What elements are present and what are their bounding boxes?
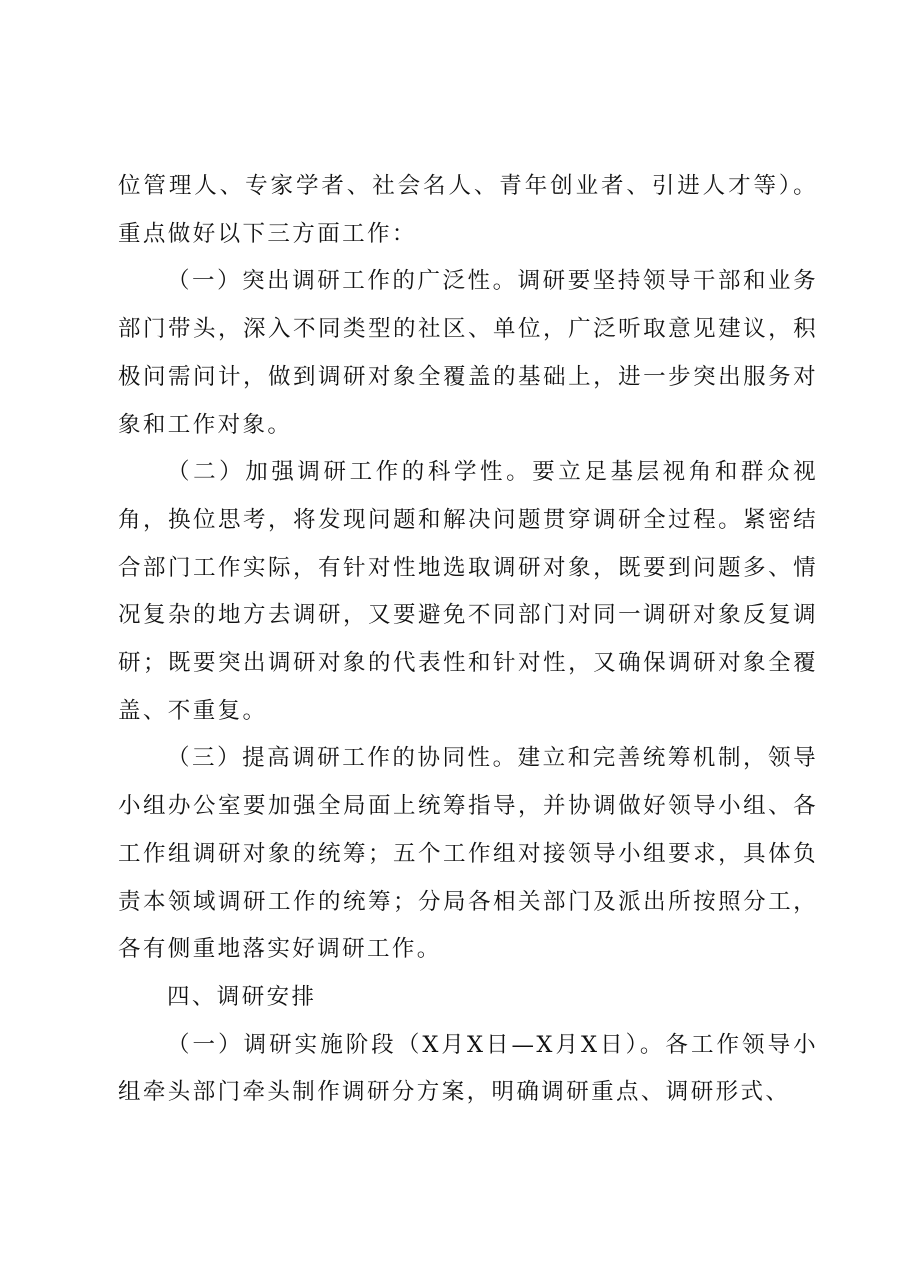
paragraph-coordination: （三）提高调研工作的协同性。建立和完善统筹机制，领导小组办公室要加强全局面上统筹指导，并协调做好领导小组、各工作组调研对象的统筹；五个工作组对接领导小组要求，具体负责本领域调研工作的统筹；分局各相关部门及派出所按照分工，各有侧重地落实好调研工作。: [118, 745, 818, 963]
paragraph-breadth: （一）突出调研工作的广泛性。调研要坚持领导干部和业务部门带头，深入不同类型的社区、单位，广泛听取意见建议，积极问需问计，做到调研对象全覆盖的基础上，进一步突出服务对象和工作对象。: [118, 268, 818, 438]
paragraph-implementation-stage: （一）调研实施阶段（X月X日—X月X日）。各工作领导小组牵头部门牵头制作调研分方案，明确调研重点、调研形式、: [118, 1031, 818, 1106]
section-heading-arrangement: 四、调研安排: [167, 983, 317, 1010]
paragraph-continuation: 位管理人、专家学者、社会名人、青年创业者、引进人才等）。重点做好以下三方面工作：: [118, 173, 818, 247]
document-body: [118, 163, 818, 1117]
paragraph-scientific: （二）加强调研工作的科学性。要立足基层视角和群众视角，换位思考，将发现问题和解决问题贯穿调研全过程。紧密结合部门工作实际，有针对性地选取调研对象，既要到问题多、情况复杂的地方去调研，又要避免不同部门对同一调研对象反复调研；既要突出调研对象的代表性和针对性，又确保调研对象全覆盖、不重复。: [118, 459, 818, 724]
